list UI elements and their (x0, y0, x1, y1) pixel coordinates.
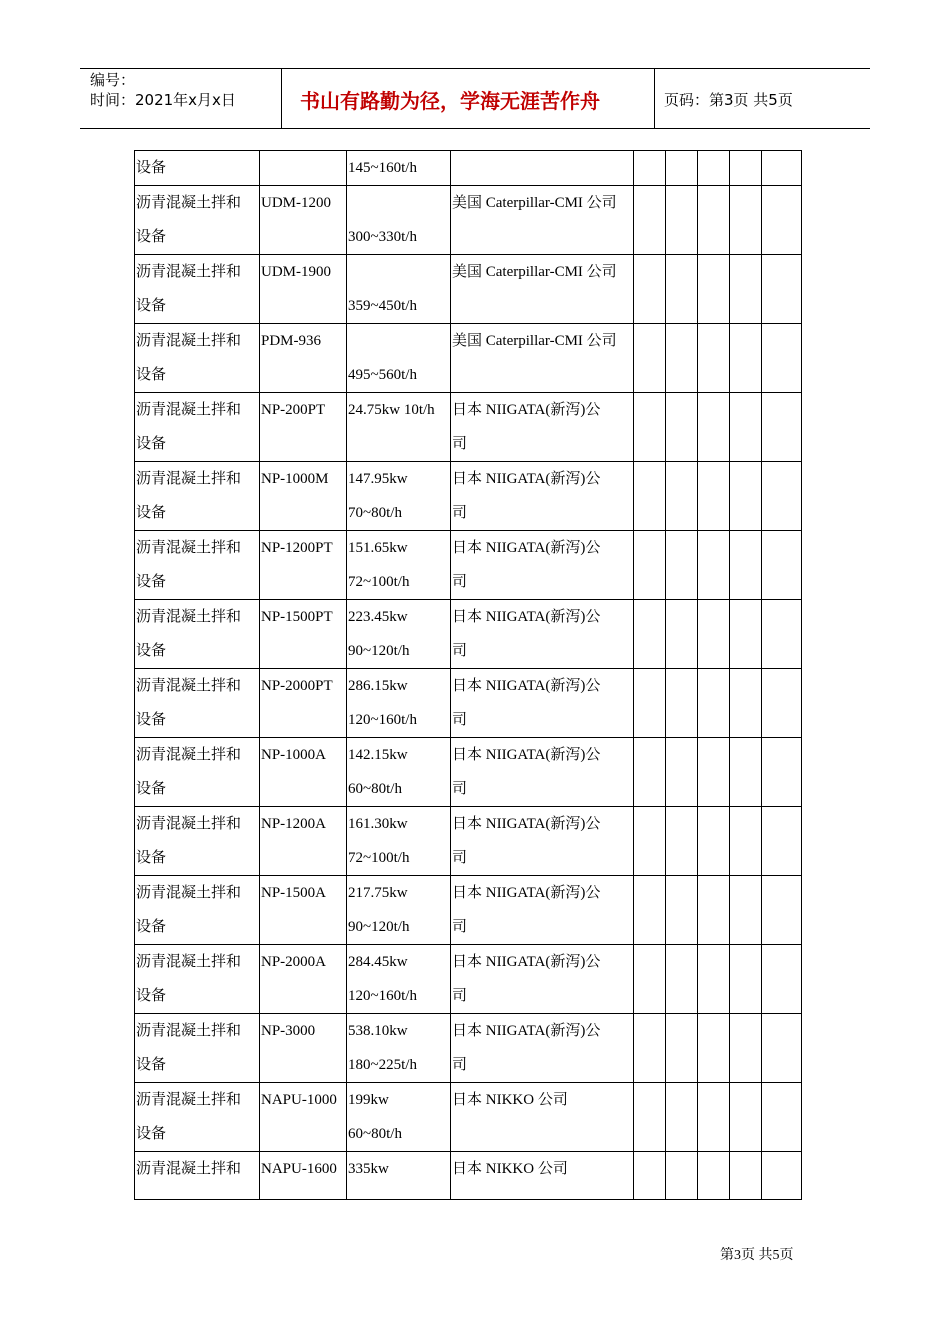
manufacturer-cell (451, 600, 634, 669)
equipment-name-cell (135, 1083, 260, 1152)
spec-cell (347, 945, 451, 1014)
empty-cell (730, 324, 762, 393)
empty-cell (698, 807, 730, 876)
cell-line: 日本 NIIGATA(新泻)公 (452, 816, 601, 832)
cell-line (261, 1048, 346, 1082)
model-cell (260, 531, 347, 600)
cell-line: UDM-1900 (261, 264, 331, 280)
model-cell (260, 669, 347, 738)
empty-cell (666, 600, 698, 669)
empty-cell (634, 324, 666, 393)
cell-line: 设备 (136, 643, 167, 659)
cell-line (261, 427, 346, 461)
empty-cell (730, 186, 762, 255)
empty-cell (730, 1083, 762, 1152)
spec-cell (347, 669, 451, 738)
equipment-name-cell (135, 1014, 260, 1083)
model-cell (260, 151, 347, 186)
manufacturer-cell (451, 738, 634, 807)
manufacturer-cell (451, 186, 634, 255)
cell-line: 司 (452, 1057, 468, 1073)
empty-cell (762, 1152, 802, 1200)
document-time-label: 时间：2021年x月x日 (90, 91, 236, 109)
table-row (135, 255, 802, 324)
cell-line: 设备 (136, 1126, 167, 1142)
page-footer: 第3页 共5页 (720, 1248, 794, 1263)
empty-cell (762, 186, 802, 255)
cell-line: 设备 (136, 160, 167, 176)
spec-cell (347, 1083, 451, 1152)
header-slogan: 书山有路勤为径，学海无涯苦作舟 (300, 89, 600, 113)
empty-cell (698, 151, 730, 186)
spec-cell (347, 531, 451, 600)
cell-line: 司 (452, 988, 468, 1004)
cell-line: 司 (452, 919, 468, 935)
cell-line: 沥青混凝土拌和 (136, 264, 242, 280)
manufacturer-cell (451, 462, 634, 531)
cell-line: 538.10kw (348, 1023, 408, 1039)
empty-cell (762, 324, 802, 393)
empty-cell (698, 945, 730, 1014)
empty-cell (666, 738, 698, 807)
empty-cell (698, 186, 730, 255)
model-cell (260, 186, 347, 255)
empty-cell (666, 807, 698, 876)
cell-line (452, 289, 633, 323)
empty-cell (762, 393, 802, 462)
cell-line: 日本 NIKKO 公司 (452, 1161, 568, 1177)
equipment-name-cell (135, 669, 260, 738)
cell-line (261, 358, 346, 392)
model-cell (260, 1152, 347, 1200)
cell-line (261, 220, 346, 254)
equipment-name-cell (135, 807, 260, 876)
empty-cell (666, 151, 698, 186)
empty-cell (698, 738, 730, 807)
empty-cell (730, 876, 762, 945)
cell-line: 沥青混凝土拌和 (136, 471, 242, 487)
cell-line: 日本 NIIGATA(新泻)公 (452, 402, 601, 418)
cell-line (261, 841, 346, 875)
cell-line: NP-1500PT (261, 609, 333, 625)
empty-cell (762, 151, 802, 186)
cell-line: NAPU-1000 (261, 1092, 337, 1108)
table-row (135, 669, 802, 738)
cell-line: 24.75kw 10t/h (348, 402, 435, 418)
empty-cell (634, 807, 666, 876)
cell-line: NP-1200PT (261, 540, 333, 556)
cell-line: 151.65kw (348, 540, 408, 556)
empty-cell (634, 945, 666, 1014)
empty-cell (730, 393, 762, 462)
empty-cell (730, 462, 762, 531)
equipment-table (134, 150, 802, 1200)
cell-line: 223.45kw (348, 609, 408, 625)
cell-line: 日本 NIIGATA(新泻)公 (452, 747, 601, 763)
empty-cell (698, 255, 730, 324)
cell-line (261, 289, 346, 323)
cell-line: 日本 NIIGATA(新泻)公 (452, 678, 601, 694)
spec-cell (347, 738, 451, 807)
document-number-label: 编号： (90, 71, 136, 89)
cell-line (452, 1117, 633, 1151)
cell-line: 沥青混凝土拌和 (136, 333, 242, 349)
cell-line: NP-1500A (261, 885, 327, 901)
equipment-name-cell (135, 255, 260, 324)
model-cell (260, 807, 347, 876)
table-row (135, 1152, 802, 1200)
header-bottom-rule (80, 128, 870, 129)
empty-cell (666, 531, 698, 600)
cell-line: 日本 NIIGATA(新泻)公 (452, 885, 601, 901)
spec-cell (347, 462, 451, 531)
cell-line: 设备 (136, 781, 167, 797)
cell-line: 司 (452, 781, 468, 797)
table-row (135, 945, 802, 1014)
cell-line (452, 151, 633, 185)
table-row (135, 1014, 802, 1083)
cell-line: 设备 (136, 298, 167, 314)
cell-line: 司 (452, 850, 468, 866)
cell-line: 60~80t/h (348, 1126, 402, 1142)
empty-cell (666, 876, 698, 945)
cell-line (261, 979, 346, 1013)
cell-line: 161.30kw (348, 816, 408, 832)
cell-line: 300~330t/h (348, 229, 417, 245)
model-cell (260, 600, 347, 669)
empty-cell (730, 151, 762, 186)
cell-line: 60~80t/h (348, 781, 402, 797)
cell-line: 145~160t/h (348, 160, 417, 176)
model-cell (260, 876, 347, 945)
table-row (135, 738, 802, 807)
cell-line (261, 703, 346, 737)
cell-line: NP-2000PT (261, 678, 333, 694)
empty-cell (666, 324, 698, 393)
empty-cell (634, 1083, 666, 1152)
cell-line: 日本 NIIGATA(新泻)公 (452, 954, 601, 970)
empty-cell (730, 1152, 762, 1200)
empty-cell (730, 669, 762, 738)
empty-cell (730, 531, 762, 600)
cell-line (261, 151, 346, 185)
cell-line: 72~100t/h (348, 574, 410, 590)
spec-cell (347, 1152, 451, 1200)
empty-cell (666, 1152, 698, 1200)
empty-cell (666, 1083, 698, 1152)
manufacturer-cell (451, 393, 634, 462)
cell-line: NP-1000A (261, 747, 327, 763)
cell-line: 495~560t/h (348, 367, 417, 383)
cell-line: 90~120t/h (348, 919, 410, 935)
cell-line: 司 (452, 436, 468, 452)
equipment-name-cell (135, 324, 260, 393)
cell-line: 335kw (348, 1161, 389, 1177)
header-page-number: 页码：第3页 共5页 (664, 91, 793, 109)
cell-line: 沥青混凝土拌和 (136, 747, 242, 763)
cell-line: 沥青混凝土拌和 (136, 609, 242, 625)
equipment-name-cell (135, 600, 260, 669)
header-divider-left (281, 68, 282, 129)
empty-cell (730, 807, 762, 876)
cell-line: 设备 (136, 367, 167, 383)
cell-line: NP-3000 (261, 1023, 316, 1039)
cell-line: NP-1000M (261, 471, 329, 487)
empty-cell (762, 531, 802, 600)
cell-line: 180~225t/h (348, 1057, 417, 1073)
empty-cell (666, 1014, 698, 1083)
cell-line (261, 496, 346, 530)
equipment-name-cell (135, 1152, 260, 1200)
cell-line: 沥青混凝土拌和 (136, 402, 242, 418)
empty-cell (730, 255, 762, 324)
empty-cell (730, 738, 762, 807)
model-cell (260, 1014, 347, 1083)
empty-cell (634, 462, 666, 531)
header-divider-right (654, 68, 655, 129)
cell-line: 日本 NIIGATA(新泻)公 (452, 1023, 601, 1039)
cell-line: 设备 (136, 988, 167, 1004)
empty-cell (762, 669, 802, 738)
manufacturer-cell (451, 1014, 634, 1083)
cell-line: 设备 (136, 1057, 167, 1073)
manufacturer-cell (451, 255, 634, 324)
empty-cell (666, 255, 698, 324)
empty-cell (730, 600, 762, 669)
manufacturer-cell (451, 945, 634, 1014)
empty-cell (762, 876, 802, 945)
cell-line: 日本 NIIGATA(新泻)公 (452, 471, 601, 487)
model-cell (260, 738, 347, 807)
empty-cell (698, 669, 730, 738)
cell-line: 设备 (136, 229, 167, 245)
cell-line: 120~160t/h (348, 988, 417, 1004)
spec-cell (347, 151, 451, 186)
empty-cell (666, 393, 698, 462)
cell-line: 沥青混凝土拌和 (136, 195, 242, 211)
cell-line: NP-1200A (261, 816, 327, 832)
cell-line: 147.95kw (348, 471, 408, 487)
model-cell (260, 945, 347, 1014)
model-cell (260, 324, 347, 393)
cell-line: UDM-1200 (261, 195, 331, 211)
equipment-table-body (135, 151, 802, 1200)
empty-cell (730, 945, 762, 1014)
equipment-name-cell (135, 393, 260, 462)
model-cell (260, 393, 347, 462)
table-row (135, 393, 802, 462)
cell-line: 142.15kw (348, 747, 408, 763)
empty-cell (634, 1152, 666, 1200)
table-row (135, 807, 802, 876)
cell-line (261, 772, 346, 806)
spec-cell (347, 324, 451, 393)
empty-cell (762, 600, 802, 669)
equipment-name-cell (135, 738, 260, 807)
empty-cell (698, 600, 730, 669)
spec-cell (347, 255, 451, 324)
equipment-name-cell (135, 186, 260, 255)
cell-line: 沥青混凝土拌和 (136, 954, 242, 970)
empty-cell (698, 876, 730, 945)
empty-cell (698, 531, 730, 600)
empty-cell (698, 1083, 730, 1152)
cell-line: 日本 NIIGATA(新泻)公 (452, 609, 601, 625)
table-row (135, 151, 802, 186)
empty-cell (698, 1014, 730, 1083)
manufacturer-cell (451, 807, 634, 876)
cell-line: 日本 NIIGATA(新泻)公 (452, 540, 601, 556)
empty-cell (698, 462, 730, 531)
equipment-name-cell (135, 531, 260, 600)
model-cell (260, 255, 347, 324)
cell-line: 120~160t/h (348, 712, 417, 728)
cell-line: NP-200PT (261, 402, 326, 418)
empty-cell (762, 255, 802, 324)
cell-line: 美国 Caterpillar-CMI 公司 (452, 195, 617, 211)
empty-cell (730, 1014, 762, 1083)
empty-cell (634, 531, 666, 600)
manufacturer-cell (451, 876, 634, 945)
empty-cell (634, 393, 666, 462)
cell-line: 沥青混凝土拌和 (136, 1092, 242, 1108)
cell-line: 美国 Caterpillar-CMI 公司 (452, 333, 617, 349)
model-cell (260, 1083, 347, 1152)
cell-line (452, 220, 633, 254)
cell-line: 70~80t/h (348, 505, 402, 521)
cell-line: 设备 (136, 850, 167, 866)
cell-line: 美国 Caterpillar-CMI 公司 (452, 264, 617, 280)
empty-cell (634, 255, 666, 324)
manufacturer-cell (451, 669, 634, 738)
table-row (135, 324, 802, 393)
cell-line: 设备 (136, 919, 167, 935)
cell-line: 司 (452, 505, 468, 521)
manufacturer-cell (451, 1083, 634, 1152)
cell-line (261, 1117, 346, 1151)
spec-cell (347, 807, 451, 876)
table-row (135, 876, 802, 945)
empty-cell (762, 807, 802, 876)
cell-line: 沥青混凝土拌和 (136, 678, 242, 694)
empty-cell (698, 1152, 730, 1200)
cell-line: 沥青混凝土拌和 (136, 816, 242, 832)
manufacturer-cell (451, 324, 634, 393)
header-top-rule (80, 68, 870, 69)
cell-line: 设备 (136, 712, 167, 728)
table-row (135, 462, 802, 531)
empty-cell (666, 669, 698, 738)
equipment-name-cell (135, 151, 260, 186)
cell-line (261, 565, 346, 599)
empty-cell (634, 1014, 666, 1083)
equipment-name-cell (135, 876, 260, 945)
empty-cell (634, 600, 666, 669)
cell-line (452, 358, 633, 392)
empty-cell (666, 945, 698, 1014)
manufacturer-cell (451, 151, 634, 186)
cell-line: 沥青混凝土拌和 (136, 885, 242, 901)
empty-cell (634, 186, 666, 255)
empty-cell (762, 738, 802, 807)
cell-line: 286.15kw (348, 678, 408, 694)
cell-line: 司 (452, 712, 468, 728)
table-row (135, 1083, 802, 1152)
empty-cell (666, 186, 698, 255)
empty-cell (698, 393, 730, 462)
empty-cell (634, 151, 666, 186)
table-row (135, 186, 802, 255)
cell-line: 司 (452, 643, 468, 659)
cell-line: 沥青混凝土拌和 (136, 1161, 242, 1177)
cell-line (348, 324, 450, 358)
spec-cell (347, 186, 451, 255)
cell-line: 284.45kw (348, 954, 408, 970)
empty-cell (698, 324, 730, 393)
empty-cell (634, 876, 666, 945)
cell-line: 设备 (136, 505, 167, 521)
manufacturer-cell (451, 531, 634, 600)
empty-cell (666, 462, 698, 531)
cell-line: 72~100t/h (348, 850, 410, 866)
cell-line: 217.75kw (348, 885, 408, 901)
equipment-name-cell (135, 945, 260, 1014)
cell-line: 设备 (136, 574, 167, 590)
cell-line: 沥青混凝土拌和 (136, 540, 242, 556)
cell-line: 设备 (136, 436, 167, 452)
manufacturer-cell (451, 1152, 634, 1200)
table-row (135, 600, 802, 669)
model-cell (260, 462, 347, 531)
spec-cell (347, 600, 451, 669)
cell-line: 90~120t/h (348, 643, 410, 659)
cell-line (261, 910, 346, 944)
spec-cell (347, 393, 451, 462)
empty-cell (762, 1083, 802, 1152)
cell-line (348, 255, 450, 289)
cell-line: PDM-936 (261, 333, 322, 349)
cell-line: NP-2000A (261, 954, 327, 970)
cell-line (348, 186, 450, 220)
cell-line (348, 427, 450, 461)
cell-line: NAPU-1600 (261, 1161, 337, 1177)
equipment-name-cell (135, 462, 260, 531)
cell-line: 359~450t/h (348, 298, 417, 314)
cell-line: 199kw (348, 1092, 389, 1108)
cell-line: 沥青混凝土拌和 (136, 1023, 242, 1039)
cell-line (261, 634, 346, 668)
spec-cell (347, 876, 451, 945)
table-row (135, 531, 802, 600)
cell-line: 司 (452, 574, 468, 590)
empty-cell (762, 462, 802, 531)
empty-cell (634, 738, 666, 807)
empty-cell (634, 669, 666, 738)
cell-line: 日本 NIKKO 公司 (452, 1092, 568, 1108)
empty-cell (762, 945, 802, 1014)
spec-cell (347, 1014, 451, 1083)
empty-cell (762, 1014, 802, 1083)
